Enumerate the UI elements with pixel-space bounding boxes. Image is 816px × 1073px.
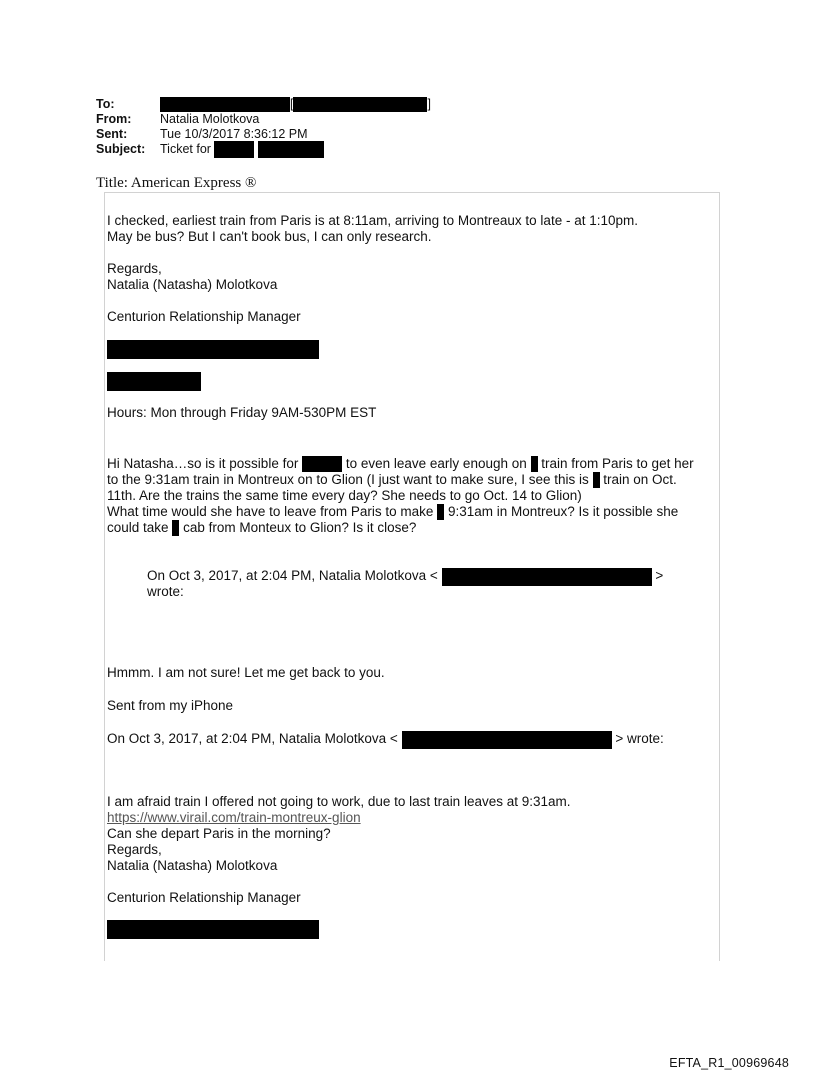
body-line	[107, 472, 677, 488]
document-id: EFTA_R1_00969648	[669, 1056, 789, 1070]
link-line	[107, 810, 361, 826]
redaction-box	[107, 920, 319, 939]
redaction-box	[160, 97, 290, 112]
signature-regards: Regards,	[107, 842, 162, 857]
text-segment: train on Oct.	[603, 472, 677, 487]
redaction-box	[402, 731, 612, 749]
sent-value: Tue 10/3/2017 8:36:12 PM	[160, 127, 308, 141]
text-segment: On Oct 3, 2017, at 2:04 PM, Natalia Molotkova <	[147, 568, 438, 583]
hours-text: Hours: Mon through Friday 9AM-530PM EST	[107, 405, 377, 420]
subject-label: Subject:	[96, 142, 146, 156]
from-value: Natalia Molotkova	[160, 112, 260, 126]
text-segment: >	[655, 568, 664, 583]
bracket-close: ]	[427, 97, 431, 111]
body-line: I am afraid train I offered not going to work, due to last train leaves at 9:31am.	[107, 794, 571, 809]
signature-regards: Regards,	[107, 261, 162, 276]
quote-attribution	[107, 731, 664, 749]
redaction-box	[107, 372, 201, 391]
body-line	[107, 504, 678, 520]
bracket-open: [	[290, 97, 294, 111]
to-label: To:	[96, 97, 115, 111]
redaction-box	[172, 520, 179, 536]
body-line: Sent from my iPhone	[107, 698, 234, 713]
redaction-box	[531, 456, 538, 472]
body-line	[107, 520, 416, 536]
message-title: Title: American Express ®	[96, 175, 257, 191]
email-header	[96, 97, 431, 157]
signature-name: Natalia (Natasha) Molotkova	[107, 858, 278, 873]
redaction-box	[293, 97, 427, 112]
signature-role: Centurion Relationship Manager	[107, 890, 301, 905]
subject-row	[96, 142, 431, 157]
redaction-box	[593, 472, 600, 488]
subject-value: Ticket for	[160, 142, 211, 156]
text-segment: 9:31am in Montreux? Is it possible she	[447, 504, 679, 519]
signature-name: Natalia (Natasha) Molotkova	[107, 277, 278, 292]
body-line	[107, 456, 694, 472]
from-row	[96, 112, 431, 127]
redaction-box	[214, 141, 254, 158]
redaction-box	[437, 504, 444, 520]
body-line: I checked, earliest train from Paris is at 8:11am, arriving to Montreaux to late - at 1:10pm.	[107, 213, 638, 228]
signature-role: Centurion Relationship Manager	[107, 309, 301, 324]
sent-row	[96, 127, 431, 142]
text-segment: What time would she have to leave from Paris to make	[107, 504, 434, 519]
redaction-box	[302, 456, 342, 472]
body-line: Can she depart Paris in the morning?	[107, 826, 331, 841]
body-line: 11th. Are the trains the same time every day? She needs to go Oct. 14 to Glion)	[107, 488, 582, 503]
text-segment: cab from Monteux to Glion? Is it close?	[183, 520, 417, 535]
text-segment: to even leave early enough on	[345, 456, 527, 471]
to-row	[96, 97, 431, 112]
text-segment: train from Paris to get her	[541, 456, 694, 471]
redaction-box	[442, 568, 652, 586]
train-link[interactable]: https://www.virail.com/train-montreux-glion	[107, 810, 361, 825]
text-segment: On Oct 3, 2017, at 2:04 PM, Natalia Molotkova <	[107, 731, 398, 746]
quote-attribution	[147, 568, 663, 586]
text-segment: > wrote:	[615, 731, 664, 746]
redaction-box	[258, 141, 324, 158]
from-label: From:	[96, 112, 132, 126]
text-segment: could take	[107, 520, 169, 535]
text-segment: Hi Natasha…so is it possible for	[107, 456, 299, 471]
redaction-box	[107, 340, 319, 359]
text-segment: to the 9:31am train in Montreux on to Glion (I just want to make sure, I see this is	[107, 472, 589, 487]
body-line: May be bus? But I can't book bus, I can only research.	[107, 229, 432, 244]
quote-attribution-end: wrote:	[147, 584, 184, 599]
sent-label: Sent:	[96, 127, 128, 141]
body-line: Hmmm. I am not sure! Let me get back to you.	[107, 665, 385, 680]
